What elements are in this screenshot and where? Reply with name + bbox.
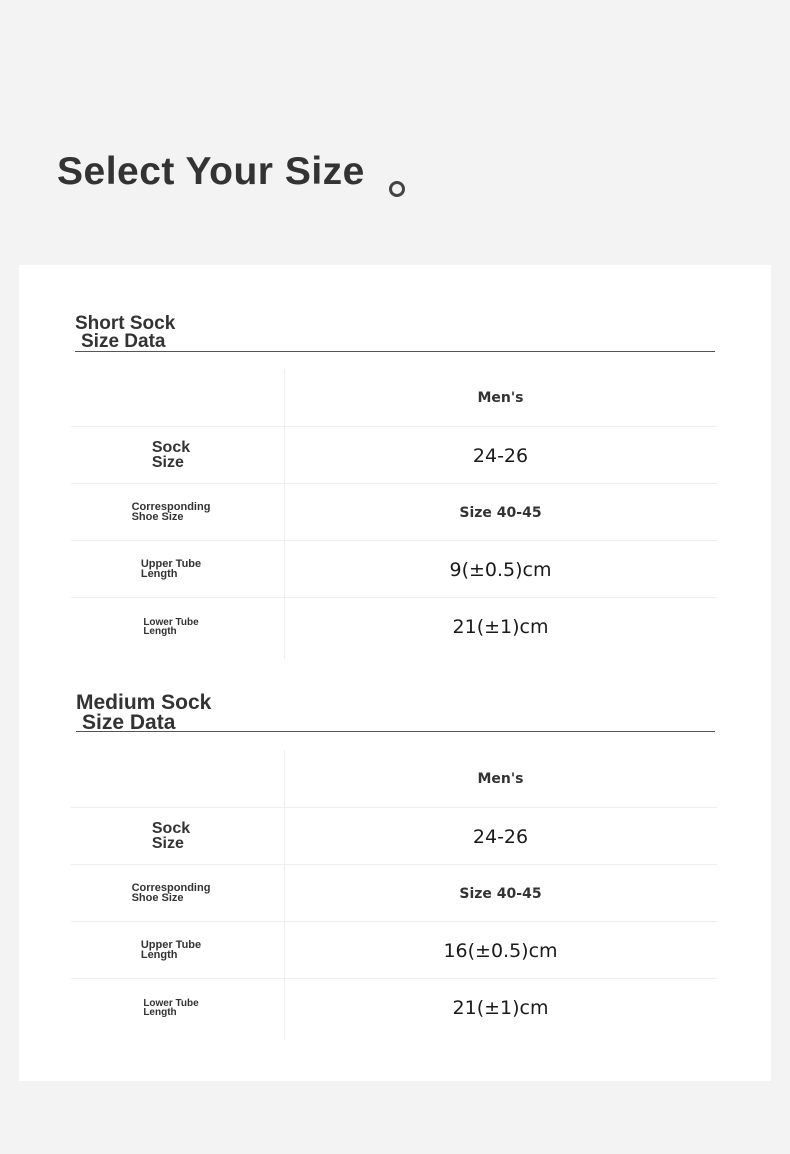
section-title-line1: Short Sock	[75, 313, 176, 334]
section-title-line1: Medium Sock	[76, 691, 212, 714]
row-label-text: Upper Tube Length	[140, 557, 202, 580]
table-row-sock-size	[71, 807, 717, 865]
column-header-mens	[284, 750, 717, 807]
row-value-text: 21(±1)cm	[452, 996, 549, 1019]
table-row-shoe-size	[71, 483, 717, 541]
row-value	[284, 808, 717, 865]
row-label	[71, 922, 271, 979]
ring-icon	[389, 181, 405, 197]
row-value-text: Size 40-45	[459, 504, 542, 521]
section-title-line2: Size Data	[82, 710, 176, 734]
row-label-text: Sock Size	[151, 439, 191, 471]
row-value	[284, 484, 717, 541]
row-label-text: Corresponding Shoe Size	[131, 881, 211, 904]
section-title	[75, 315, 175, 351]
row-label-text: Lower Tube Length	[143, 997, 199, 1018]
column-header-label: Men's	[477, 389, 524, 406]
table-row-lower-tube	[71, 597, 717, 655]
row-value	[284, 865, 717, 922]
row-label	[71, 484, 271, 541]
row-value	[284, 427, 717, 484]
row-label	[71, 808, 271, 865]
row-label-text: Lower Tube Length	[143, 616, 199, 637]
row-value-text: 16(±0.5)cm	[443, 939, 558, 962]
row-value	[284, 922, 717, 979]
row-label	[71, 979, 271, 1036]
table-header-row	[71, 750, 717, 807]
column-header-mens	[284, 369, 717, 426]
row-label-text: Upper Tube Length	[140, 938, 202, 961]
row-label	[71, 541, 271, 598]
row-value-text: Size 40-45	[459, 885, 542, 902]
section-divider	[75, 351, 715, 352]
section-title-line2: Size Data	[81, 331, 166, 353]
row-label	[71, 865, 271, 922]
size-card	[19, 265, 771, 1081]
row-label-text: Sock Size	[151, 820, 191, 852]
row-value-text: 21(±1)cm	[452, 615, 549, 638]
table-row-lower-tube	[71, 978, 717, 1036]
table-header-row	[71, 369, 717, 426]
row-value-text: 24-26	[472, 444, 529, 467]
row-label	[71, 427, 271, 484]
section-divider	[76, 731, 715, 732]
table-row-shoe-size	[71, 864, 717, 922]
row-value-text: 24-26	[472, 825, 529, 848]
row-value	[284, 598, 717, 655]
row-label-text: Corresponding Shoe Size	[131, 500, 211, 523]
column-header-label: Men's	[477, 770, 524, 787]
table-row-upper-tube	[71, 921, 717, 979]
table-row-upper-tube	[71, 540, 717, 598]
row-label	[71, 598, 271, 655]
table-row-sock-size	[71, 426, 717, 484]
row-value	[284, 979, 717, 1036]
row-value-text: 9(±0.5)cm	[449, 558, 552, 581]
row-value	[284, 541, 717, 598]
page-title: Select Your Size	[57, 150, 365, 193]
section-title	[76, 693, 211, 733]
